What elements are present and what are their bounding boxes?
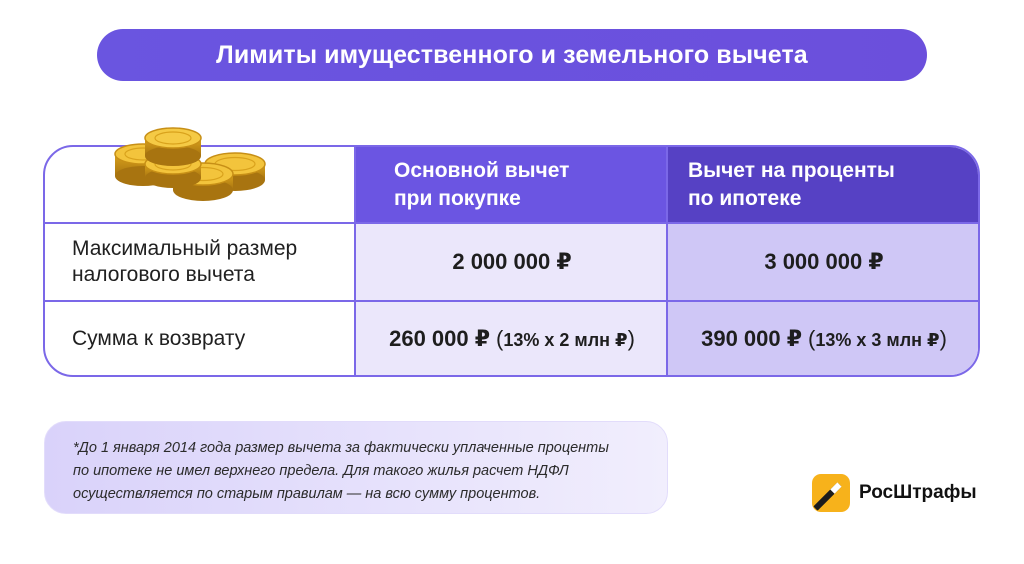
header-basic-line-1: Основной вычет xyxy=(394,159,570,182)
mortgage-max-amount: 3 000 000 ₽ xyxy=(764,249,884,274)
row-label-refund-text: Сумма к возврату xyxy=(72,327,246,350)
row-label-line-2: налогового вычета xyxy=(72,263,255,286)
basic-refund-formula: (13% х 2 млн ₽) xyxy=(496,326,635,351)
pencil-logo-icon xyxy=(812,474,850,512)
basic-max-amount: 2 000 000 ₽ xyxy=(452,249,572,274)
mortgage-refund-formula: (13% х 3 млн ₽) xyxy=(808,326,947,351)
row-label-refund xyxy=(45,301,356,377)
header-mortgage-line-1: Вычет на проценты xyxy=(688,159,895,182)
footnote xyxy=(44,421,668,514)
basic-max-value xyxy=(356,223,668,301)
header-mortgage-deduction xyxy=(668,147,980,223)
row-label-line-1: Максимальный размер xyxy=(72,237,298,260)
divider xyxy=(666,147,668,375)
brand-logo xyxy=(812,474,977,512)
gold-coins-icon xyxy=(105,124,275,224)
divider xyxy=(45,300,978,302)
basic-refund-value xyxy=(356,301,668,377)
header-mortgage-line-2: по ипотеке xyxy=(688,187,802,210)
page-title: Лимиты имущественного и земельного вычета xyxy=(97,29,927,81)
basic-refund-amount: 260 000 ₽ xyxy=(389,326,491,351)
footnote-line-3: осуществляется по старым правилам — на всю сумму процентов. xyxy=(73,486,541,502)
mortgage-refund-amount: 390 000 ₽ xyxy=(701,326,803,351)
footnote-line-1: *До 1 января 2014 года размер вычета за фактически уплаченные проценты xyxy=(73,440,609,456)
header-basic-deduction xyxy=(356,147,668,223)
mortgage-refund-value xyxy=(668,301,980,377)
divider xyxy=(354,147,356,375)
mortgage-max-value xyxy=(668,223,980,301)
header-basic-line-2: при покупке xyxy=(394,187,521,210)
footnote-line-2: по ипотеке не имел верхнего предела. Для такого жилья расчет НДФЛ xyxy=(73,463,569,479)
row-label-max-size xyxy=(45,223,356,301)
brand-name: РосШтрафы xyxy=(859,482,977,503)
